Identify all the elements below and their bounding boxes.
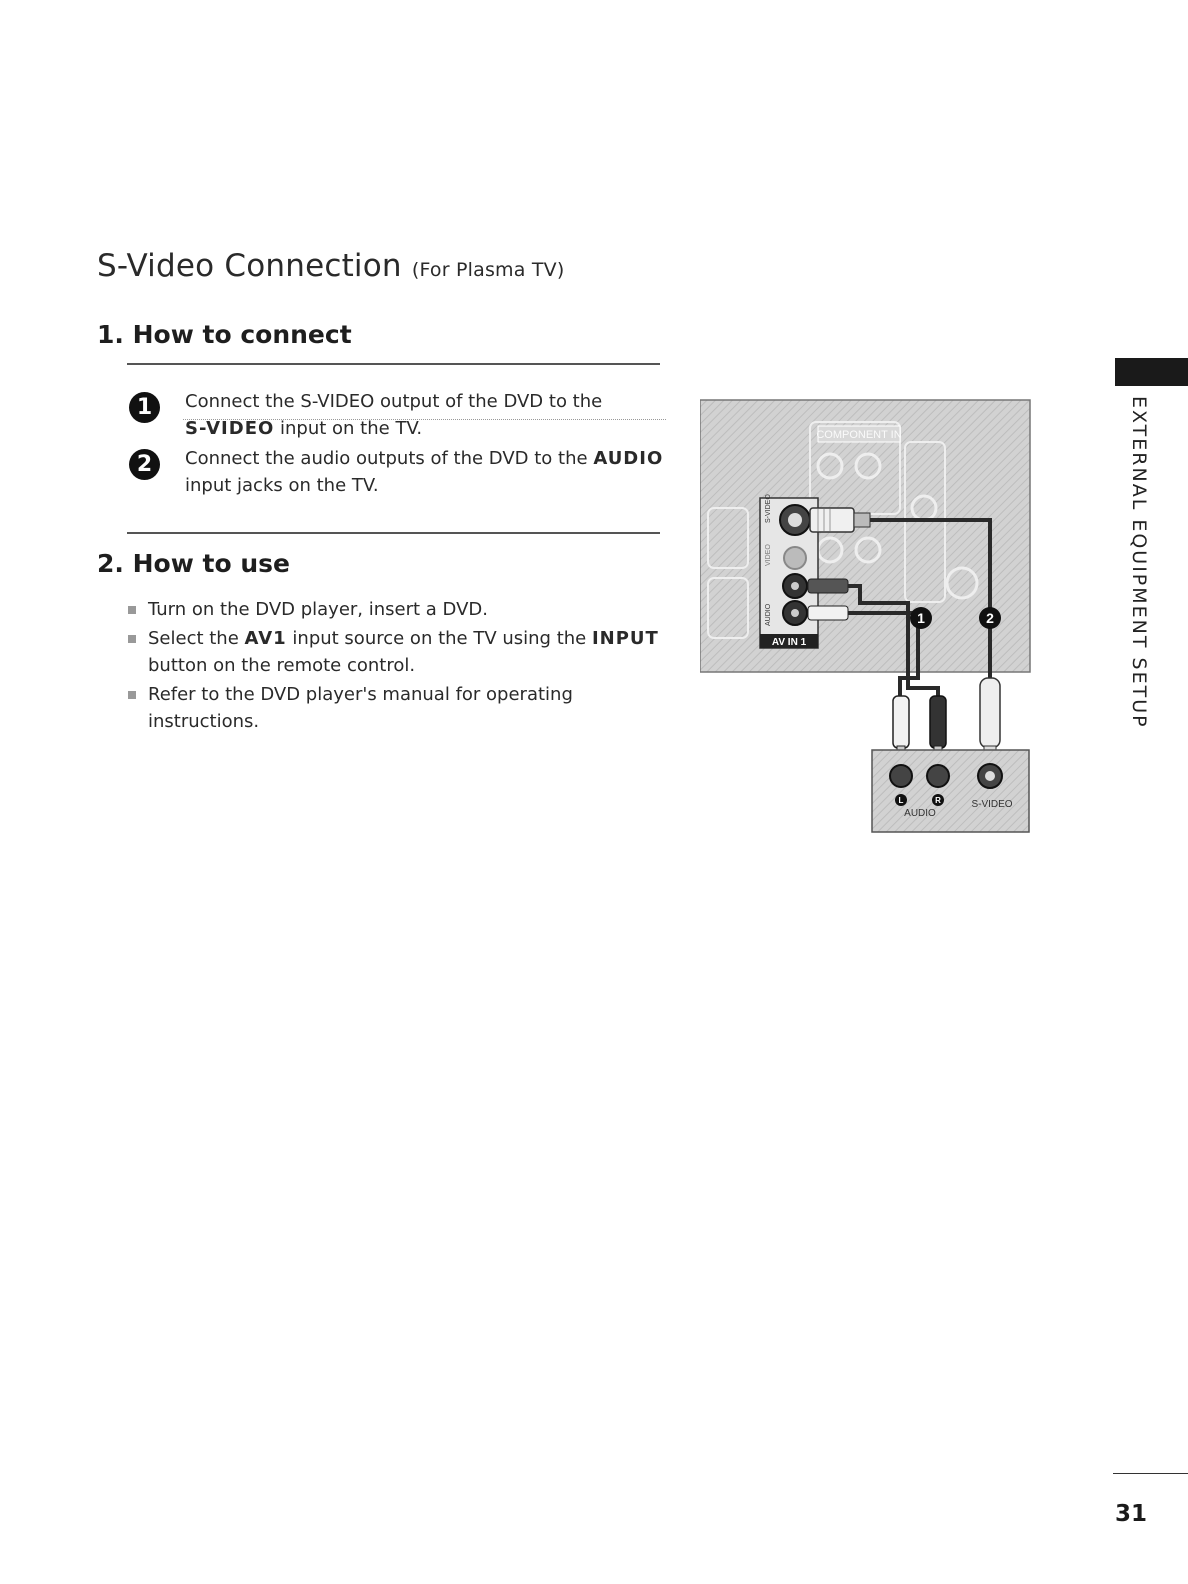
dvd-left-label: L bbox=[898, 796, 904, 805]
svideo-jack-label: S-VIDEO bbox=[765, 494, 772, 523]
page-title-main: S-Video Connection bbox=[97, 248, 402, 284]
page-title bbox=[97, 248, 564, 284]
bullet-2-text bbox=[148, 625, 668, 679]
tv-svideo-jack-center bbox=[788, 513, 802, 527]
bullet-2-keyword-input: INPUT bbox=[591, 628, 659, 649]
bullet-2-keyword-av1: AV1 bbox=[244, 628, 287, 649]
dvd-audio-label: AUDIO bbox=[904, 808, 936, 819]
step-1 bbox=[129, 392, 669, 452]
audio-jack-label: AUDIO bbox=[765, 603, 772, 626]
step-2 bbox=[129, 449, 669, 509]
section-heading-connect: 1. How to connect bbox=[97, 320, 352, 349]
dvd-right-label: R bbox=[935, 796, 941, 805]
bullet-1-text: Turn on the DVD player, insert a DVD. bbox=[148, 599, 488, 620]
bullet-3-text: Refer to the DVD player's manual for operating instructions. bbox=[148, 684, 573, 732]
tv-video-jack-icon bbox=[784, 547, 806, 569]
connection-diagram bbox=[700, 398, 1045, 848]
step-1-keyword: S-VIDEO bbox=[185, 418, 275, 439]
step-2-line1: Connect the audio outputs of the DVD to the bbox=[185, 448, 594, 469]
dvd-audio-right-jack-icon bbox=[927, 765, 949, 787]
bullet-2-pre: Select the bbox=[148, 628, 245, 649]
bullet-item-1 bbox=[128, 596, 668, 624]
step-1-text bbox=[185, 388, 675, 442]
bullet-2-mid: input source on the TV using the bbox=[286, 628, 592, 649]
step-divider bbox=[183, 419, 666, 420]
page-number-rule bbox=[1113, 1473, 1188, 1474]
step-2-text bbox=[185, 445, 675, 499]
bullet-square-icon bbox=[128, 635, 136, 643]
step-1-line1: Connect the S-VIDEO output of the DVD to the bbox=[185, 391, 603, 412]
callout-2: 2 bbox=[986, 610, 994, 626]
side-tab-marker bbox=[1115, 358, 1188, 386]
page-title-sub: (For Plasma TV) bbox=[411, 259, 565, 281]
video-jack-label: VIDEO bbox=[765, 544, 772, 566]
av-in-1-label: AV IN 1 bbox=[771, 637, 807, 648]
section-rule-bottom bbox=[127, 532, 660, 534]
dvd-svideo-label: S-VIDEO bbox=[971, 799, 1013, 810]
bullet-item-2 bbox=[128, 625, 668, 681]
callout-1: 1 bbox=[917, 610, 925, 626]
section-heading-use: 2. How to use bbox=[97, 549, 290, 578]
step-2-keyword: AUDIO bbox=[593, 448, 664, 469]
step-number-1: 1 bbox=[129, 392, 160, 423]
bullet-2-line2: button on the remote control. bbox=[148, 655, 416, 676]
bullet-item-3 bbox=[128, 681, 668, 732]
page-number: 31 bbox=[1115, 1501, 1148, 1527]
dvd-back-panel bbox=[872, 750, 1029, 832]
step-1-line2: input on the TV. bbox=[274, 418, 423, 439]
section-rule-top bbox=[127, 363, 660, 365]
bullet-square-icon bbox=[128, 691, 136, 699]
side-tab-label: EXTERNAL EQUIPMENT SETUP bbox=[1128, 396, 1150, 729]
dvd-audio-left-jack-icon bbox=[890, 765, 912, 787]
step-number-2: 2 bbox=[129, 449, 160, 480]
component-in-label: COMPONENT IN bbox=[816, 429, 902, 441]
bullet-square-icon bbox=[128, 606, 136, 614]
step-2-line2: input jacks on the TV. bbox=[185, 475, 379, 496]
